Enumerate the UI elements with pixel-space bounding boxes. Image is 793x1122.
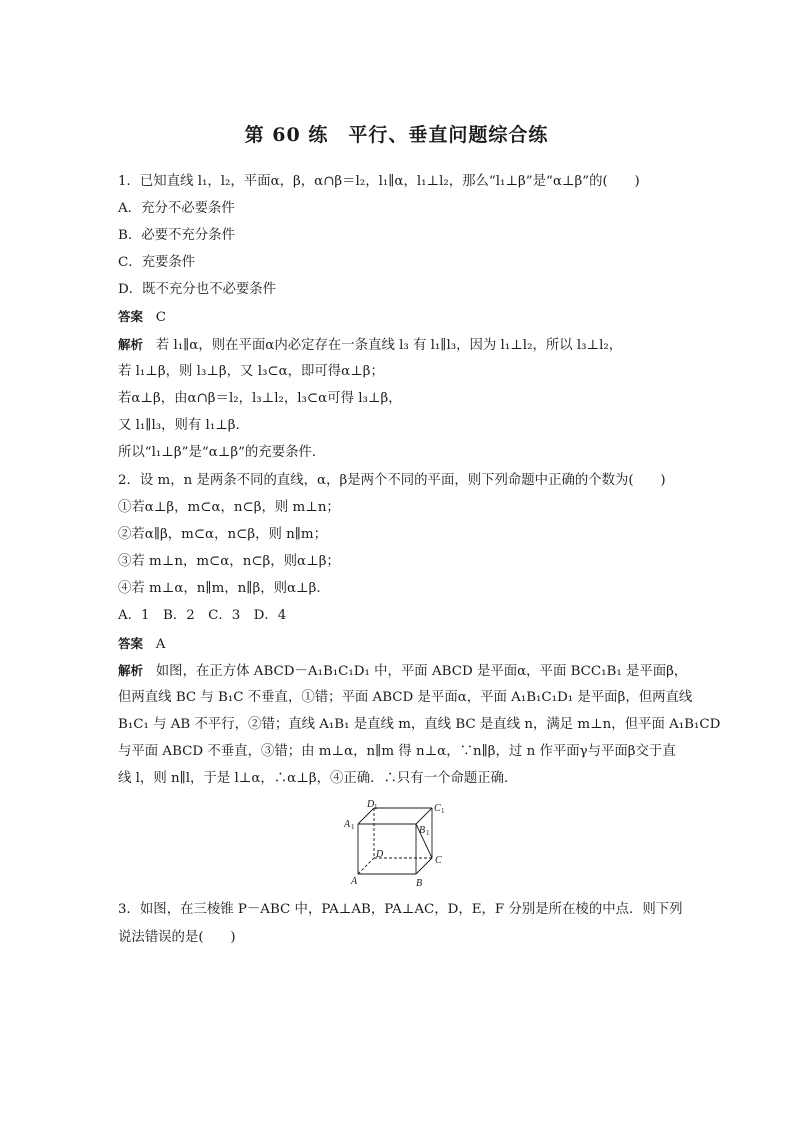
label-c1-sub: 1	[441, 807, 445, 815]
edge-bc	[416, 858, 432, 874]
q1-analysis-line-1	[118, 335, 688, 356]
label-c: C	[435, 855, 442, 866]
edge-b1c1	[416, 808, 432, 824]
q1-stem: 1．已知直线 l₁，l₂，平面α，β，α∩β＝l₂，l₁∥α，l₁⊥l₂，那么“l₁⊥β”是“α⊥β”的( )	[118, 174, 640, 189]
label-d1-sub: 1	[374, 803, 378, 811]
q1-option-a: A．充分不必要条件	[118, 201, 235, 216]
q2-answer-line	[118, 634, 688, 655]
q2-analysis-label: 解析	[118, 663, 144, 678]
label-b: B	[416, 878, 423, 889]
q1-answer: C	[155, 310, 167, 325]
q2-analysis-line-4: 与平面 ABCD 不垂直，③错；由 m⊥α，n∥m 得 n⊥α，∵n∥β，过 n 作平面γ与平面β交于直	[118, 744, 676, 759]
q1-option-c: C．充要条件	[118, 255, 196, 270]
q2-item-3: ③若 m⊥n，m⊂α，n⊂β，则α⊥β；	[118, 554, 340, 569]
label-a1: A	[344, 819, 351, 830]
page-title: 第 60 练 平行、垂直问题综合练	[244, 124, 549, 146]
q2-item-2: ②若α∥β，m⊂α，n⊂β，则 n∥m；	[118, 527, 328, 542]
q2-analysis-line-5: 线 l，则 n∥l，于是 l⊥α，∴α⊥β，④正确．∴只有一个命题正确．	[118, 771, 518, 786]
q1-analysis-line-5: 所以“l₁⊥β”是“α⊥β”的充要条件．	[118, 445, 326, 460]
q3-stem-line-2: 说法错误的是( )	[118, 930, 236, 945]
q2-item-4: ④若 m⊥α，n∥m，n∥β，则α⊥β.	[118, 581, 321, 596]
q2-item-1: ①若α⊥β，m⊂α，n⊂β，则 m⊥n；	[118, 500, 340, 515]
q2-analysis-line-3: B₁C₁ 与 AB 不平行，②错；直线 A₁B₁ 是直线 m，直线 BC 是直线 n，满足 m⊥n，但平面 A₁B₁CD	[118, 717, 721, 732]
q2-analysis-text-1: 如图，在正方体 ABCD－A₁B₁C₁D₁ 中，平面 ABCD 是平面α，平面 BCC₁B₁ 是平面β，	[155, 664, 688, 679]
q1-option-d: D．既不充分也不必要条件	[118, 282, 277, 297]
q2-answer-label: 答案	[118, 636, 144, 651]
label-b1-sub: 1	[426, 829, 430, 837]
q1-analysis-line-2: 若 l₁⊥β，则 l₃⊥β，又 l₃⊂α，即可得α⊥β；	[118, 364, 384, 379]
cube-diagram	[338, 800, 450, 892]
q2-analysis-line-1	[118, 661, 688, 682]
q2-answer: A	[155, 637, 166, 652]
q1-answer-line	[118, 307, 688, 328]
label-c1: C	[434, 803, 441, 814]
q1-analysis-line-3: 若α⊥β，由α∩β＝l₂，l₃⊥l₂，l₃⊂α可得 l₃⊥β，	[118, 391, 402, 406]
label-a: A	[351, 876, 358, 887]
label-b1: B	[419, 825, 426, 836]
edge-a1d1	[358, 808, 374, 824]
q1-option-b: B．必要不充分条件	[118, 228, 235, 243]
q2-stem: 2．设 m，n 是两条不同的直线，α，β是两个不同的平面，则下列命题中正确的个数为( )	[118, 473, 666, 488]
q2-options: A．1 B．2 C．3 D．4	[118, 608, 287, 623]
q2-analysis-line-2: 但两直线 BC 与 B₁C 不垂直，①错；平面 ABCD 是平面α，平面 A₁B₁C₁D₁ 是平面β，但两直线	[118, 690, 693, 705]
cube-figure	[338, 800, 450, 892]
q1-analysis-text-1: 若 l₁∥α，则在平面α内必定存在一条直线 l₃ 有 l₁∥l₃，因为 l₁⊥l₂，所以 l₃⊥l₂，	[155, 338, 623, 353]
q1-analysis-label: 解析	[118, 337, 144, 352]
q3-stem-line-1: 3．如图，在三棱锥 P－ABC 中，PA⊥AB，PA⊥AC，D，E，F 分别是所在棱的中点．则下列	[118, 902, 683, 917]
q1-answer-label: 答案	[118, 309, 144, 324]
q1-analysis-line-4: 又 l₁∥l₃，则有 l₁⊥β.	[118, 418, 240, 433]
label-d1: D	[367, 800, 375, 810]
label-a1-sub: 1	[351, 823, 355, 831]
edge-ad	[358, 858, 374, 874]
label-d: D	[376, 849, 384, 860]
